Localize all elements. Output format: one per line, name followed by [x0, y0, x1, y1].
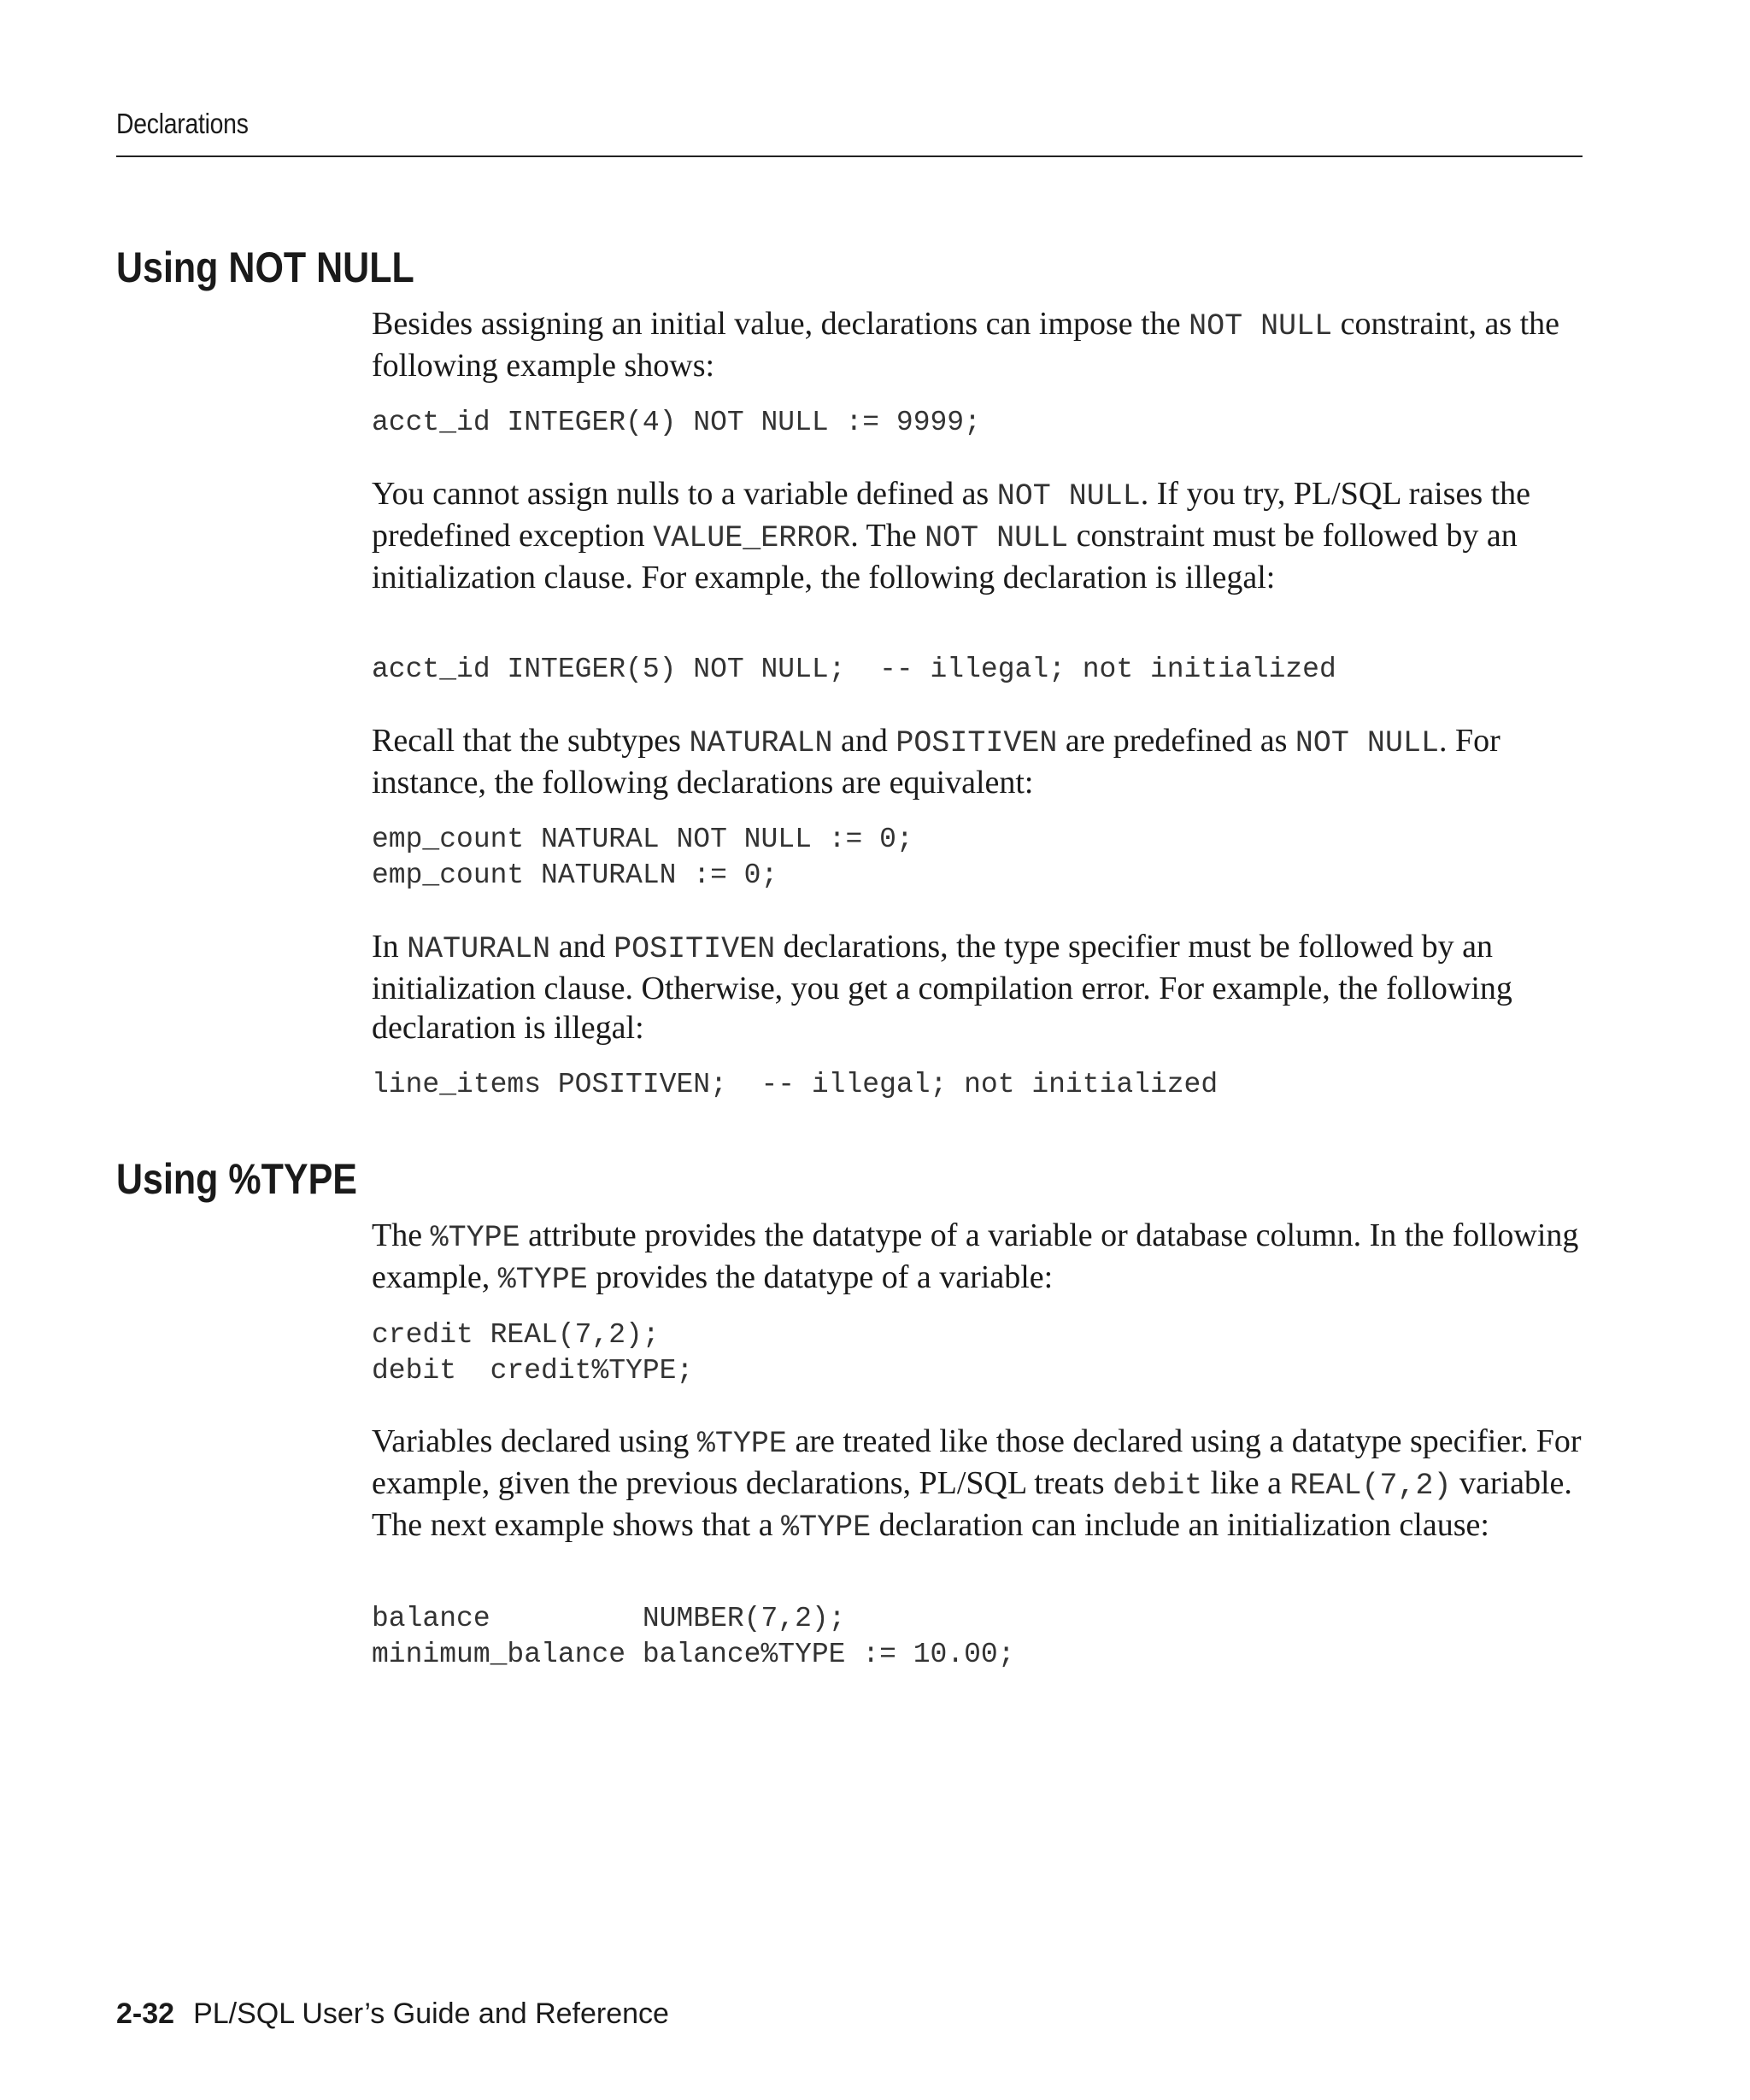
- code-example: emp_count NATURAL NOT NULL := 0; emp_count NATURALN := 0;: [372, 824, 913, 891]
- paragraph: [372, 474, 1585, 597]
- text-run: like a: [1202, 1465, 1290, 1501]
- not-null-para-4: [372, 927, 1585, 1047]
- paragraph: [372, 1216, 1585, 1299]
- not-null-para-2: [372, 474, 1585, 597]
- not-null-code-3: [372, 822, 1585, 894]
- text-run: In: [372, 929, 408, 965]
- running-header: Declarations: [116, 108, 249, 139]
- text-run: . If you try, PL/SQL raises the predefined exception: [372, 476, 1531, 554]
- not-null-code-2: [372, 652, 1585, 688]
- inline-code: NOT NULL: [996, 479, 1141, 513]
- inline-code: %TYPE: [430, 1221, 520, 1255]
- paragraph: [372, 927, 1585, 1047]
- text-run: declarations, the type specifier must be followed by an initialization clause. Otherwise, you get a compilation error. For example, the following declaration is illegal:: [372, 929, 1512, 1046]
- text-run: The: [372, 1217, 431, 1253]
- not-null-para-3: [372, 721, 1585, 802]
- inline-code: POSITIVEN: [896, 726, 1058, 760]
- text-run: Recall that the subtypes: [372, 723, 690, 759]
- inline-code: VALUE_ERROR: [653, 521, 851, 555]
- code-example: balance NUMBER(7,2); minimum_balance balance%TYPE := 10.00;: [372, 1603, 1015, 1670]
- inline-code: NATURALN: [407, 932, 551, 966]
- text-run: Variables declared using: [372, 1423, 697, 1459]
- inline-code: %TYPE: [781, 1510, 872, 1545]
- book-title: PL/SQL User’s Guide and Reference: [193, 1997, 669, 2030]
- text-run: . The: [850, 518, 925, 554]
- inline-code: POSITIVEN: [614, 932, 776, 966]
- text-run: and: [832, 723, 896, 759]
- not-null-para-1: [372, 304, 1585, 385]
- inline-code: %TYPE: [696, 1427, 787, 1461]
- inline-code: REAL(7,2): [1289, 1469, 1452, 1503]
- type-para-1: [372, 1216, 1585, 1299]
- text-run: . For instance, the following declarations are equivalent:: [372, 723, 1500, 801]
- page-footer: [116, 1997, 669, 2031]
- code-example: credit REAL(7,2); debit credit%TYPE;: [372, 1319, 694, 1387]
- text-run: constraint must be followed by an initialization clause. For example, the following declaration is illegal:: [372, 518, 1518, 595]
- text-run: and: [550, 929, 614, 965]
- text-run: variable. The next example shows that a: [372, 1465, 1572, 1543]
- text-run: Besides assigning an initial value, declarations can impose the: [372, 306, 1189, 342]
- heading-using-not-null: Using NOT NULL: [116, 243, 414, 291]
- type-code-1: [372, 1317, 1585, 1389]
- inline-code: NOT NULL: [925, 521, 1069, 555]
- inline-code: %TYPE: [497, 1263, 588, 1297]
- paragraph: [372, 721, 1585, 802]
- inline-code: NOT NULL: [1189, 309, 1333, 343]
- text-run: constraint, as the following example shows:: [372, 306, 1560, 384]
- heading-using-type: Using %TYPE: [116, 1155, 357, 1203]
- header-rule: [116, 155, 1583, 157]
- code-example: line_items POSITIVEN; -- illegal; not initialized: [372, 1069, 1219, 1100]
- paragraph: [372, 1422, 1585, 1547]
- text-run: You cannot assign nulls to a variable defined as: [372, 476, 997, 512]
- text-run: are predefined as: [1057, 723, 1295, 759]
- inline-code: NOT NULL: [1295, 726, 1439, 760]
- text-run: are treated like those declared using a datatype specifier. For example, given the previous declarations, PL/SQL treats: [372, 1423, 1582, 1501]
- text-run: declaration can include an initialization clause:: [871, 1507, 1489, 1543]
- inline-code: debit: [1113, 1469, 1203, 1503]
- text-run: provides the datatype of a variable:: [587, 1259, 1054, 1295]
- type-para-2: [372, 1422, 1585, 1547]
- not-null-code-1: [372, 405, 1585, 441]
- not-null-code-4: [372, 1067, 1585, 1103]
- type-code-2: [372, 1601, 1585, 1673]
- text-run: attribute provides the datatype of a variable or database column. In the following example,: [372, 1217, 1579, 1295]
- paragraph: [372, 304, 1585, 385]
- page-number: 2-32: [116, 1997, 175, 2030]
- inline-code: NATURALN: [689, 726, 833, 760]
- code-example: acct_id INTEGER(5) NOT NULL; -- illegal; not initialized: [372, 654, 1336, 685]
- code-example: acct_id INTEGER(4) NOT NULL := 9999;: [372, 407, 981, 438]
